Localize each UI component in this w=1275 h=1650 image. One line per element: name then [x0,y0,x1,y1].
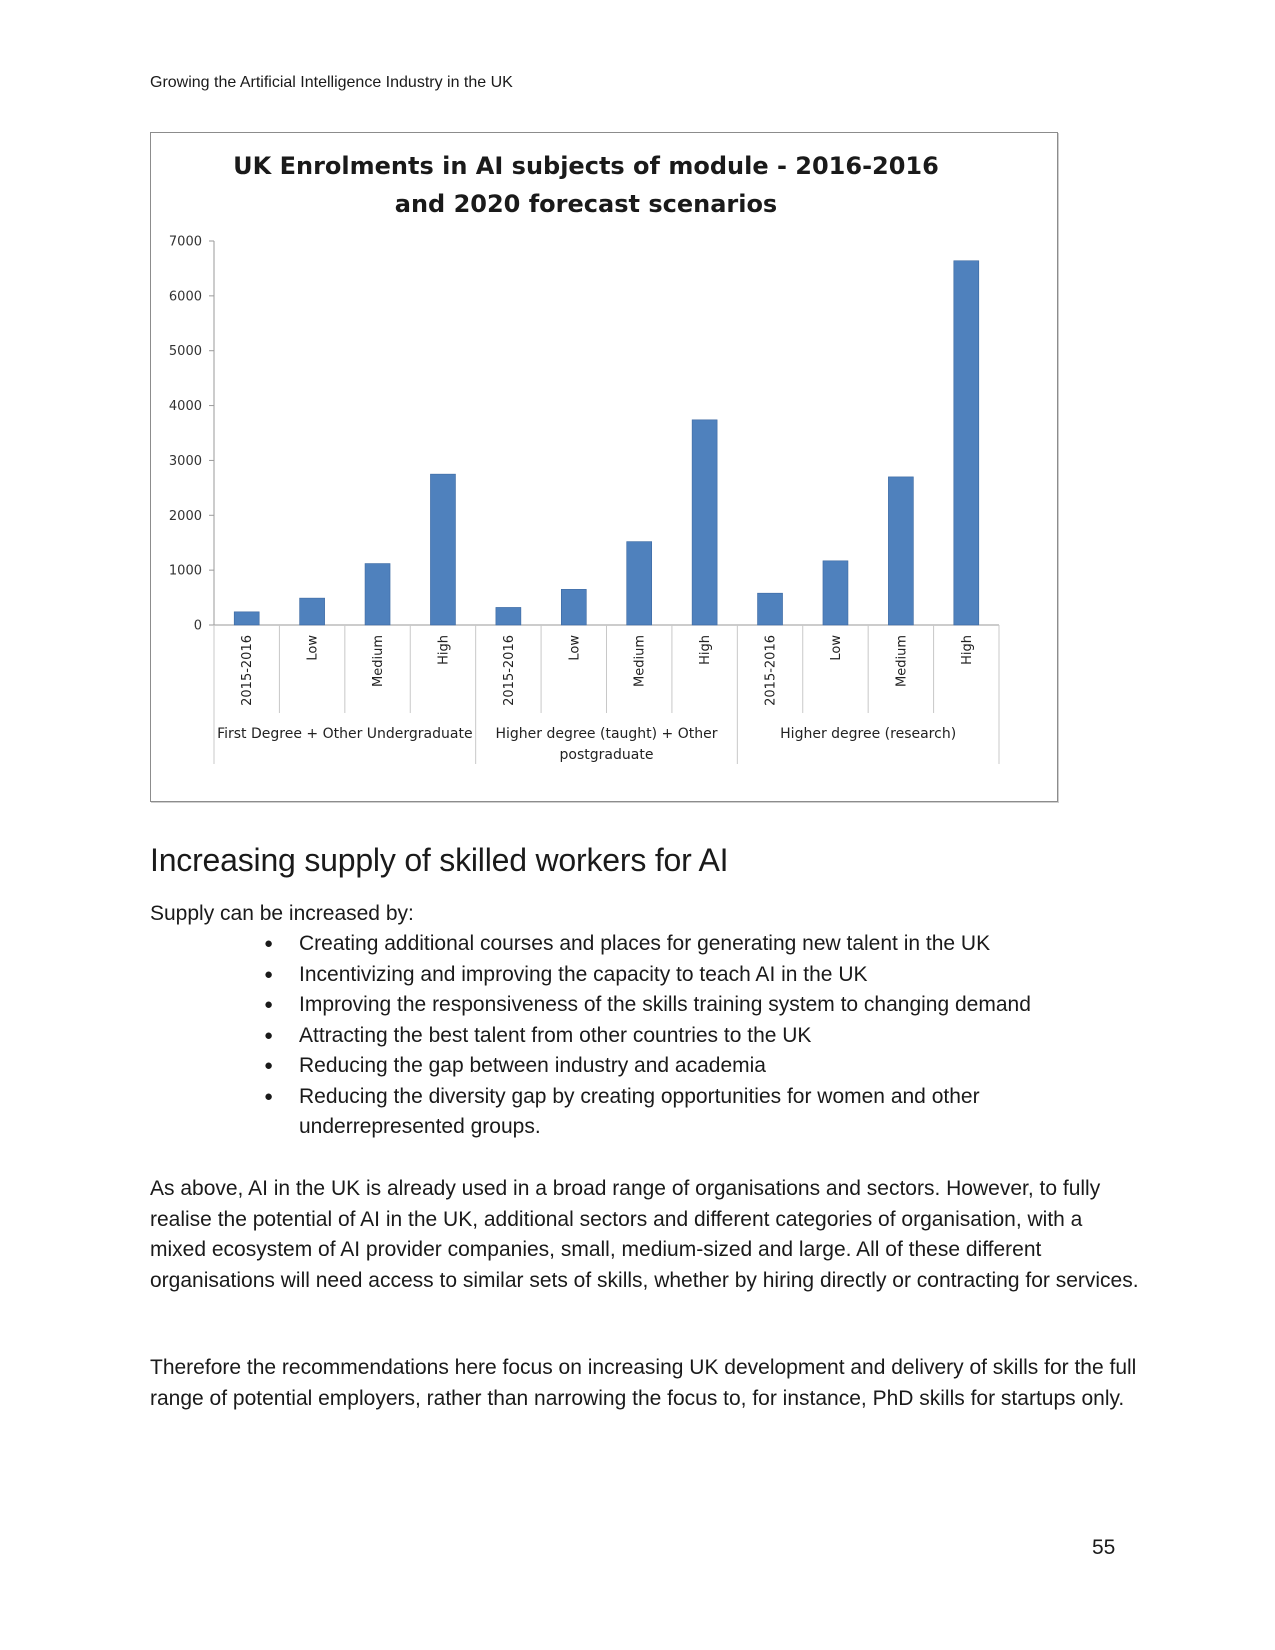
bar [561,589,586,625]
category-label: Medium [894,635,910,687]
chart-title-line: UK Enrolments in AI subjects of module - 2016-2016 [233,152,939,180]
supply-bullet-list [260,929,1120,1143]
category-label: High [698,635,714,665]
category-label: Low [828,635,844,661]
category-label: 2015-2016 [501,635,517,706]
bar [365,564,390,625]
group-label: postgraduate [559,747,654,763]
page-number: 55 [1092,1536,1116,1559]
paragraph: As above, AI in the UK is already used in a broad range of organisations and sectors. However, to fully realise the potential of AI in the UK, additional sectors and different categories of organisation, with a mixed ecosystem of AI provider companies, small, medium-sized and large. All of these different organisations will need access to similar sets of skills, whether by hiring directly or contracting for services. [150,1177,1139,1292]
bar [692,420,717,625]
group-label: Higher degree (taught) + Other [495,726,718,742]
bar [758,593,783,625]
enrolments-chart [150,132,1058,802]
bullet-item: ● Incentivizing and improving the capacity to teach AI in the UK [260,960,1120,991]
y-tick-label: 3000 [168,453,202,469]
y-tick-label: 5000 [168,344,202,360]
chart-canvas [151,133,1057,801]
bar [954,261,979,625]
y-tick-label: 2000 [168,508,202,524]
y-tick-label: 6000 [168,289,202,305]
y-tick-label: 0 [193,618,202,634]
bullet-item: ● Attracting the best talent from other countries to the UK [260,1021,1120,1052]
intro-text: Supply can be increased by: [150,902,414,925]
y-tick-label: 7000 [168,234,202,250]
category-label: 2015-2016 [240,635,256,706]
category-label: Low [305,635,321,661]
y-tick-label: 1000 [168,563,202,579]
bullet-item: ● Improving the responsiveness of the skills training system to changing demand [260,990,1120,1021]
bar [627,542,652,625]
category-label: Low [567,635,583,661]
bullet-item: ● Creating additional courses and places for generating new talent in the UK [260,929,1120,960]
chart-title-line: and 2020 forecast scenarios [394,190,778,218]
bar [823,561,848,625]
category-label: High [436,635,452,665]
bullet-item: ● Reducing the diversity gap by creating opportunities for women and other underrepresented groups. [260,1082,1120,1143]
category-label: High [959,635,975,665]
bar [430,474,455,625]
bar [234,612,259,625]
group-label: Higher degree (research) [780,726,957,742]
category-label: Medium [371,635,387,687]
y-tick-label: 4000 [168,399,202,415]
bar [888,477,913,625]
bullet-item: ● Reducing the gap between industry and academia [260,1051,1120,1082]
group-label: First Degree + Other Undergraduate [217,726,473,742]
section-heading: Increasing supply of skilled workers for AI [150,842,729,878]
bar [496,607,521,625]
paragraph: Therefore the recommendations here focus on increasing UK development and delivery of skills for the full range of potential employers, rather than narrowing the focus to, for instance, PhD skills for startups only. [150,1356,1137,1410]
bar [300,598,325,625]
running-header: Growing the Artificial Intelligence Industry in the UK [150,74,513,91]
category-label: Medium [632,635,648,687]
category-label: 2015-2016 [763,635,779,706]
